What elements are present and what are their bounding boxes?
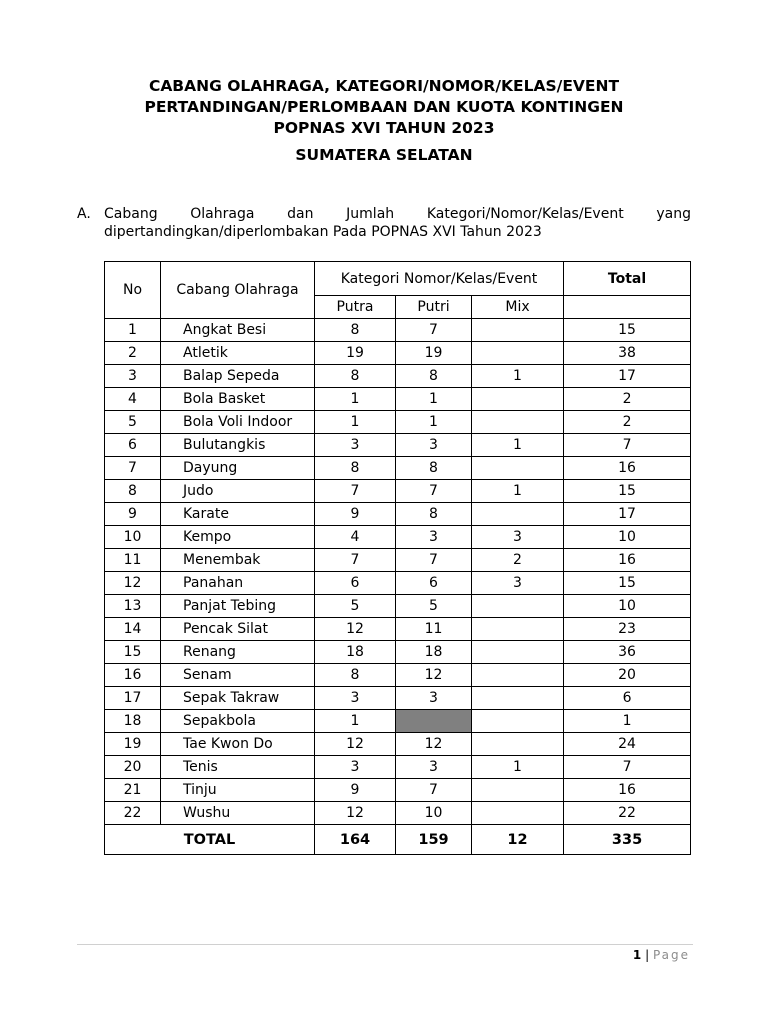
- row-cabang: Tenis: [161, 756, 315, 779]
- row-cabang: Wushu: [161, 802, 315, 825]
- table-row: [105, 802, 691, 825]
- row-mix: [472, 618, 564, 641]
- row-cabang: Karate: [161, 503, 315, 526]
- header-total-empty: [564, 296, 691, 319]
- row-total: 1: [564, 710, 691, 733]
- row-cabang: Sepak Takraw: [161, 687, 315, 710]
- row-total: 17: [564, 365, 691, 388]
- table-row: [105, 549, 691, 572]
- row-total: 15: [564, 480, 691, 503]
- row-putra: 5: [315, 595, 396, 618]
- row-cabang: Pencak Silat: [161, 618, 315, 641]
- row-total: 2: [564, 411, 691, 434]
- row-cabang: Angkat Besi: [161, 319, 315, 342]
- row-no: 7: [105, 457, 161, 480]
- row-no: 22: [105, 802, 161, 825]
- table-row: [105, 503, 691, 526]
- row-putri: 12: [396, 664, 472, 687]
- row-putri: 8: [396, 365, 472, 388]
- table-row: [105, 641, 691, 664]
- document-title: [0, 76, 768, 139]
- table-body: [105, 319, 691, 825]
- header-no: No: [105, 262, 161, 319]
- row-total: 36: [564, 641, 691, 664]
- total-mix: 12: [472, 825, 564, 855]
- row-putra: 3: [315, 434, 396, 457]
- table-row: [105, 779, 691, 802]
- row-putra: 19: [315, 342, 396, 365]
- row-putra: 12: [315, 618, 396, 641]
- row-total: 2: [564, 388, 691, 411]
- total-row: [105, 825, 691, 855]
- row-mix: 1: [472, 365, 564, 388]
- row-putri: 10: [396, 802, 472, 825]
- row-mix: 1: [472, 756, 564, 779]
- row-putra: 4: [315, 526, 396, 549]
- title-line-1: CABANG OLAHRAGA, KATEGORI/NOMOR/KELAS/EVENT: [148, 77, 620, 95]
- row-putri: 8: [396, 503, 472, 526]
- row-putra: 9: [315, 779, 396, 802]
- row-putri: 7: [396, 779, 472, 802]
- row-putra: 8: [315, 319, 396, 342]
- table-row: [105, 595, 691, 618]
- total-putra: 164: [315, 825, 396, 855]
- table-row: [105, 710, 691, 733]
- row-mix: 3: [472, 526, 564, 549]
- table-row: [105, 618, 691, 641]
- table-row: [105, 756, 691, 779]
- row-mix: [472, 641, 564, 664]
- row-cabang: Tae Kwon Do: [161, 733, 315, 756]
- row-no: 14: [105, 618, 161, 641]
- row-putri: 3: [396, 434, 472, 457]
- row-mix: [472, 319, 564, 342]
- row-mix: [472, 802, 564, 825]
- table-row: [105, 411, 691, 434]
- table-row: [105, 319, 691, 342]
- table-row: [105, 526, 691, 549]
- row-total: 15: [564, 319, 691, 342]
- row-cabang: Sepakbola: [161, 710, 315, 733]
- row-putra: 3: [315, 756, 396, 779]
- row-total: 24: [564, 733, 691, 756]
- row-total: 10: [564, 595, 691, 618]
- row-total: 17: [564, 503, 691, 526]
- row-no: 8: [105, 480, 161, 503]
- row-putri: 7: [396, 480, 472, 503]
- row-mix: [472, 503, 564, 526]
- header-putri: Putri: [396, 296, 472, 319]
- page-number: 1: [632, 948, 642, 962]
- row-mix: [472, 710, 564, 733]
- row-putra: 8: [315, 457, 396, 480]
- row-mix: 1: [472, 434, 564, 457]
- row-cabang: Panjat Tebing: [161, 595, 315, 618]
- row-putri: 18: [396, 641, 472, 664]
- row-no: 9: [105, 503, 161, 526]
- row-cabang: Balap Sepeda: [161, 365, 315, 388]
- total-total: 335: [564, 825, 691, 855]
- table-row: [105, 388, 691, 411]
- row-putra: 1: [315, 411, 396, 434]
- row-mix: 1: [472, 480, 564, 503]
- row-putri: 7: [396, 319, 472, 342]
- row-cabang: Panahan: [161, 572, 315, 595]
- row-mix: [472, 595, 564, 618]
- title-line-2: PERTANDINGAN/PERLOMBAAN DAN KUOTA KONTINGEN: [144, 98, 624, 116]
- section-text-line-2: dipertandingkan/diperlombakan Pada POPNAS XVI Tahun 2023: [104, 224, 542, 240]
- table-row: [105, 572, 691, 595]
- row-cabang: Menembak: [161, 549, 315, 572]
- row-cabang: Dayung: [161, 457, 315, 480]
- row-no: 18: [105, 710, 161, 733]
- row-cabang: Atletik: [161, 342, 315, 365]
- row-cabang: Bola Voli Indoor: [161, 411, 315, 434]
- row-total: 15: [564, 572, 691, 595]
- document-subtitle: SUMATERA SELATAN: [295, 146, 473, 164]
- row-no: 6: [105, 434, 161, 457]
- row-total: 7: [564, 434, 691, 457]
- row-putri: 19: [396, 342, 472, 365]
- header-kategori: Kategori Nomor/Kelas/Event: [315, 262, 564, 296]
- page-separator: |: [645, 948, 650, 962]
- row-cabang: Judo: [161, 480, 315, 503]
- table-row: [105, 365, 691, 388]
- row-cabang: Bulutangkis: [161, 434, 315, 457]
- row-putri: 12: [396, 733, 472, 756]
- page-label: Page: [652, 948, 690, 962]
- table-row: [105, 434, 691, 457]
- row-putra: 12: [315, 802, 396, 825]
- header-putra: Putra: [315, 296, 396, 319]
- row-putri: 11: [396, 618, 472, 641]
- row-total: 22: [564, 802, 691, 825]
- row-cabang: Bola Basket: [161, 388, 315, 411]
- row-no: 13: [105, 595, 161, 618]
- row-putra: 18: [315, 641, 396, 664]
- row-putri: 6: [396, 572, 472, 595]
- row-mix: [472, 457, 564, 480]
- row-putra: 3: [315, 687, 396, 710]
- title-line-3: POPNAS XVI TAHUN 2023: [273, 119, 495, 137]
- row-total: 23: [564, 618, 691, 641]
- row-no: 17: [105, 687, 161, 710]
- table-row: [105, 342, 691, 365]
- row-putra: 6: [315, 572, 396, 595]
- page-footer: [633, 948, 690, 962]
- row-total: 38: [564, 342, 691, 365]
- row-cabang: Tinju: [161, 779, 315, 802]
- row-no: 2: [105, 342, 161, 365]
- row-cabang: Kempo: [161, 526, 315, 549]
- row-no: 12: [105, 572, 161, 595]
- row-total: 10: [564, 526, 691, 549]
- row-mix: 2: [472, 549, 564, 572]
- row-putri: 3: [396, 756, 472, 779]
- section-letter: A.: [77, 206, 91, 222]
- table-row: [105, 687, 691, 710]
- row-putra: 9: [315, 503, 396, 526]
- row-putri: 5: [396, 595, 472, 618]
- row-putri: 1: [396, 388, 472, 411]
- row-cabang: Renang: [161, 641, 315, 664]
- table-row: [105, 733, 691, 756]
- row-putri: [396, 710, 472, 733]
- row-no: 3: [105, 365, 161, 388]
- row-putra: 8: [315, 365, 396, 388]
- row-mix: 3: [472, 572, 564, 595]
- row-cabang: Senam: [161, 664, 315, 687]
- row-putra: 8: [315, 664, 396, 687]
- row-mix: [472, 342, 564, 365]
- row-mix: [472, 733, 564, 756]
- row-putri: 1: [396, 411, 472, 434]
- row-putri: 8: [396, 457, 472, 480]
- table-row: [105, 664, 691, 687]
- header-mix: Mix: [472, 296, 564, 319]
- row-no: 4: [105, 388, 161, 411]
- row-total: 6: [564, 687, 691, 710]
- row-total: 7: [564, 756, 691, 779]
- row-putra: 7: [315, 549, 396, 572]
- row-putra: 1: [315, 710, 396, 733]
- row-mix: [472, 411, 564, 434]
- row-putri: 7: [396, 549, 472, 572]
- header-total: Total: [564, 262, 691, 296]
- row-putra: 12: [315, 733, 396, 756]
- row-mix: [472, 664, 564, 687]
- row-putri: 3: [396, 687, 472, 710]
- row-mix: [472, 388, 564, 411]
- row-putra: 7: [315, 480, 396, 503]
- row-putra: 1: [315, 388, 396, 411]
- footer-divider: [77, 944, 693, 945]
- sports-table: [104, 261, 691, 855]
- table-row: [105, 480, 691, 503]
- row-total: 16: [564, 457, 691, 480]
- row-total: 16: [564, 779, 691, 802]
- header-cabang: Cabang Olahraga: [161, 262, 315, 319]
- section-a: [77, 205, 691, 241]
- row-no: 16: [105, 664, 161, 687]
- table-row: [105, 457, 691, 480]
- total-putri: 159: [396, 825, 472, 855]
- row-no: 15: [105, 641, 161, 664]
- row-no: 19: [105, 733, 161, 756]
- row-no: 10: [105, 526, 161, 549]
- row-total: 16: [564, 549, 691, 572]
- section-text-line-1: Cabang Olahraga dan Jumlah Kategori/Nomor/Kelas/Event yang: [104, 206, 691, 222]
- row-no: 11: [105, 549, 161, 572]
- row-no: 20: [105, 756, 161, 779]
- row-total: 20: [564, 664, 691, 687]
- row-putri: 3: [396, 526, 472, 549]
- row-no: 21: [105, 779, 161, 802]
- row-no: 5: [105, 411, 161, 434]
- row-mix: [472, 687, 564, 710]
- row-mix: [472, 779, 564, 802]
- row-no: 1: [105, 319, 161, 342]
- total-label: TOTAL: [105, 825, 315, 855]
